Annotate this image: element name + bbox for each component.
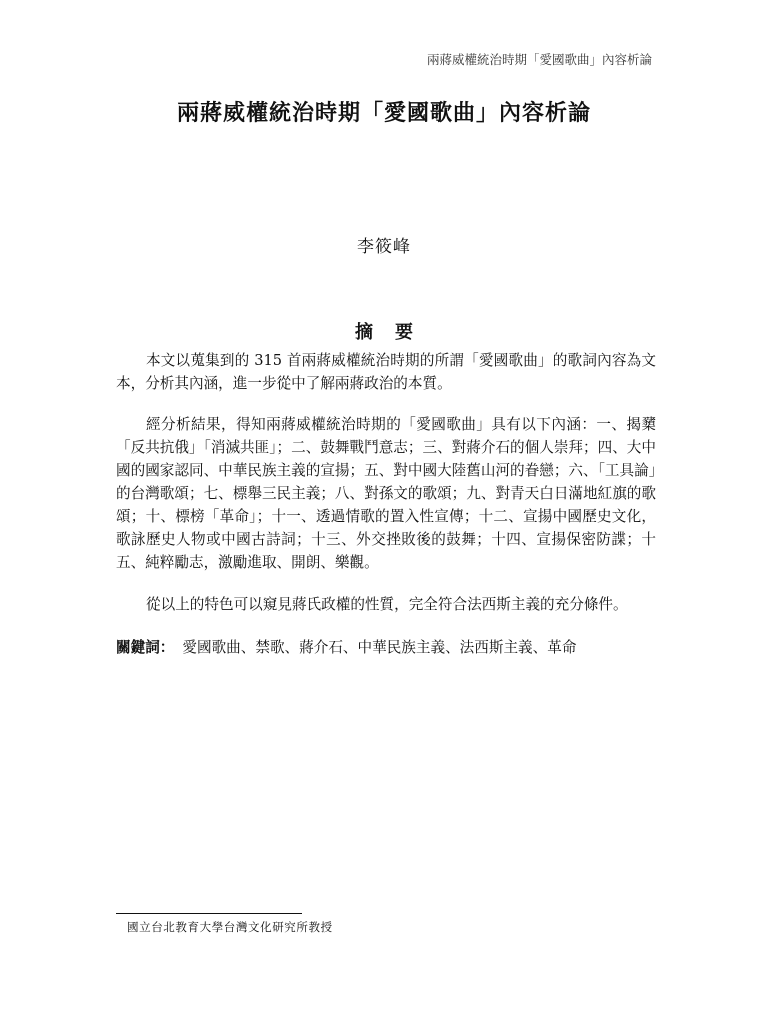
abstract-heading-char-2: 要	[395, 322, 413, 343]
keywords-line	[116, 636, 676, 659]
footnote-divider	[116, 913, 302, 914]
author-name: 李筱峰	[357, 237, 411, 257]
abstract-paragraph: 本文以蒐集到的 315 首兩蔣威權統治時期的所謂「愛國歌曲」的歌詞內容為文本，分析其內涵，進一步從中了解兩蔣政治的本質。	[116, 352, 656, 392]
abstract-heading	[0, 318, 768, 344]
keywords-list: 愛國歌曲、禁歌、蔣介石、中華民族主義、法西斯主義、革命	[182, 639, 577, 656]
paper-title: 兩蔣威權統治時期「愛國歌曲」內容析論	[176, 100, 591, 126]
abstract-paragraph: 從以上的特色可以窺見蔣氏政權的性質，完全符合法西斯主義的充分條件。	[146, 596, 628, 613]
running-header: 兩蔣威權統治時期「愛國歌曲」內容析論	[426, 52, 652, 67]
footnote-affiliation: 國立台北教育大學台灣文化研究所教授	[127, 920, 333, 934]
abstract-paragraph: 經分析結果，得知兩蔣威權統治時期的「愛國歌曲」具有以下內涵：一、揭櫫「反共抗俄」「消滅共匪」；二、鼓舞戰鬥意志；三、對蔣介石的個人崇拜；四、大中國的國家認同、中華民族主義的宣揚；五、對中國大陸舊山河的眷戀；六、「工具論」的台灣歌頌；七、標舉三民主義；八、對孫文的歌頌；九、對青天白日滿地紅旗的歌頌；十、標榜「革命」；十一、透過情歌的置入性宣傳；十二、宣揚中國歷史文化，歌詠歷史人物或中國古詩詞；十三、外交挫敗後的鼓舞；十四、宣揚保密防諜；十五、純粹勵志，激勵進取、開朗、樂觀。	[116, 416, 656, 571]
keywords-label: 關鍵詞：	[116, 639, 175, 656]
abstract-heading-char-1: 摘	[355, 322, 373, 343]
